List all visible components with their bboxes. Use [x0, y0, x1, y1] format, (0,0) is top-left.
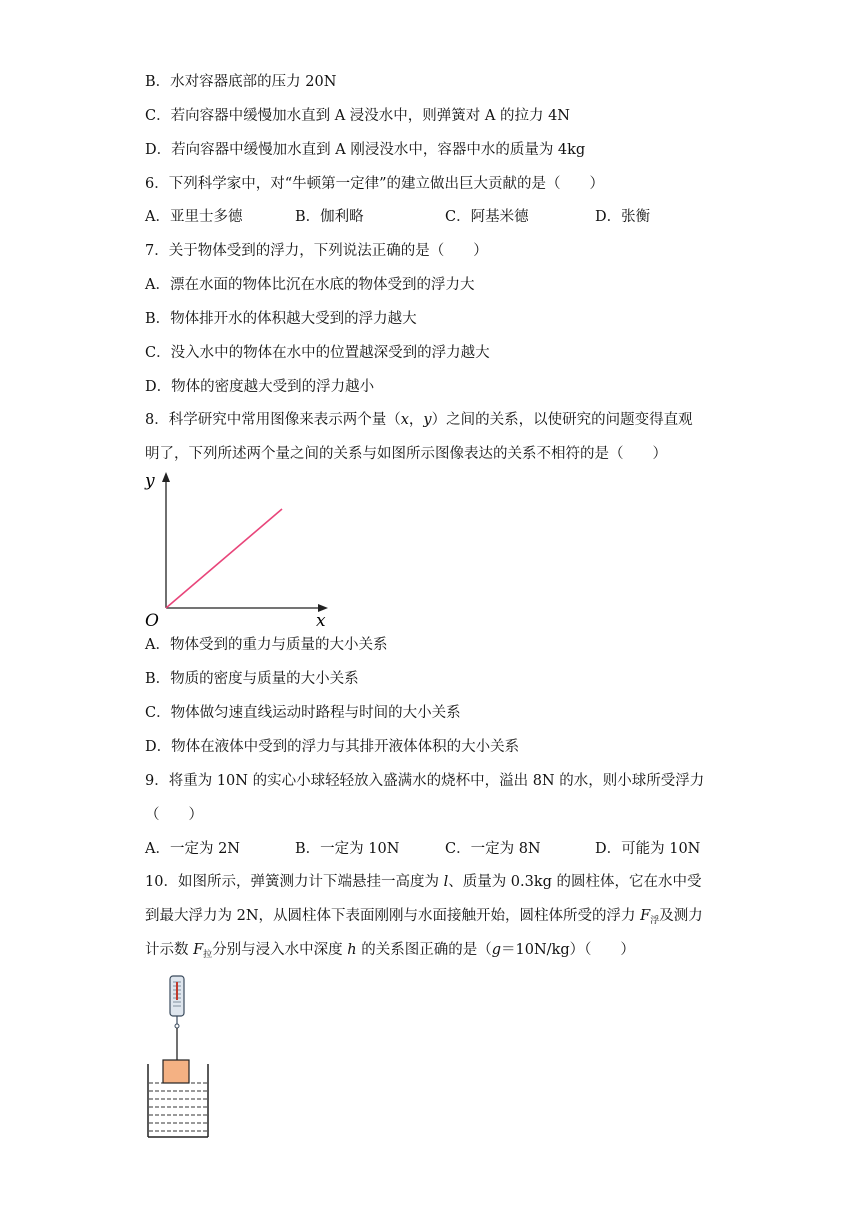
- q7-option-a: A．漂在水面的物体比沉在水底的物体受到的浮力大: [145, 277, 475, 293]
- water-surface: [149, 1083, 207, 1131]
- q8-option-d: D．物体在液体中受到的浮力与其排开液体体积的大小关系: [145, 739, 520, 755]
- q10-stem-line3: 计示数 $F_拉$分别与浸入水中深度 h 的关系图正确的是（g＝10N/kg）（ ）: [145, 942, 635, 960]
- q10-stem-line1: 10．如图所示，弹簧测力计下端悬挂一高度为 l、质量为 0.3kg 的圆柱体，它在水中受: [145, 874, 702, 890]
- y-axis-label: y: [145, 471, 155, 491]
- q6-option-b: B．伽利略: [295, 209, 364, 225]
- q9-stem-line1: 9．将重为 10N 的实心小球轻轻放入盛满水的烧杯中，溢出 8N 的水，则小球所受浮力: [145, 773, 705, 789]
- q5-option-c: C．若向容器中缓慢加水直到 A 浸没水中，则弹簧对 A 的拉力 4N: [145, 108, 570, 124]
- q6-option-d: D．张衡: [595, 209, 651, 225]
- q9-option-b: B．一定为 10N: [295, 841, 400, 857]
- proportional-line: [166, 509, 282, 608]
- q8-stem-line1: 8．科学研究中常用图像来表示两个量（x，y）之间的关系，以使研究的问题变得直观: [145, 412, 693, 428]
- q8-graph: [140, 466, 340, 631]
- q8-option-a: A．物体受到的重力与质量的大小关系: [145, 637, 388, 653]
- q9-option-d: D．可能为 10N: [595, 841, 701, 857]
- q5-option-b: B．水对容器底部的压力 20N: [145, 74, 337, 90]
- q10-stem-line2: 到最大浮力为 2N，从圆柱体下表面刚刚与水面接触开始，圆柱体所受的浮力 $F_浮$及测力: [145, 908, 703, 926]
- q10-spring-scale-figure: [140, 970, 220, 1142]
- q5-option-d: D．若向容器中缓慢加水直到 A 刚浸没水中，容器中水的质量为 4kg: [145, 142, 586, 158]
- q8-stem-line2: 明了，下列所述两个量之间的关系与如图所示图像表达的关系不相符的是（ ）: [145, 446, 667, 462]
- q6-option-c: C．阿基米德: [445, 209, 529, 225]
- q9-option-c: C．一定为 8N: [445, 841, 541, 857]
- spring-scale-icon: [170, 976, 184, 1028]
- q6-stem: 6．下列科学家中，对“牛顿第一定律”的建立做出巨大贡献的是（ ）: [145, 176, 605, 192]
- q8-option-c: C．物体做匀速直线运动时路程与时间的大小关系: [145, 705, 461, 721]
- q9-option-a: A．一定为 2N: [145, 841, 240, 857]
- q7-option-b: B．物体排开水的体积越大受到的浮力越大: [145, 311, 417, 327]
- y-axis-arrow: [162, 472, 170, 482]
- q7-option-c: C．没入水中的物体在水中的位置越深受到的浮力越大: [145, 345, 490, 361]
- cylinder-block: [163, 1060, 189, 1083]
- q9-stem-line2: （ ）: [145, 807, 203, 823]
- q7-option-d: D．物体的密度越大受到的浮力越小: [145, 379, 375, 395]
- q6-option-a: A．亚里士多德: [145, 209, 243, 225]
- q8-option-b: B．物质的密度与质量的大小关系: [145, 671, 359, 687]
- origin-label: O: [145, 611, 159, 631]
- x-axis-label: x: [316, 611, 326, 631]
- q7-stem: 7．关于物体受到的浮力，下列说法正确的是（ ）: [145, 243, 488, 259]
